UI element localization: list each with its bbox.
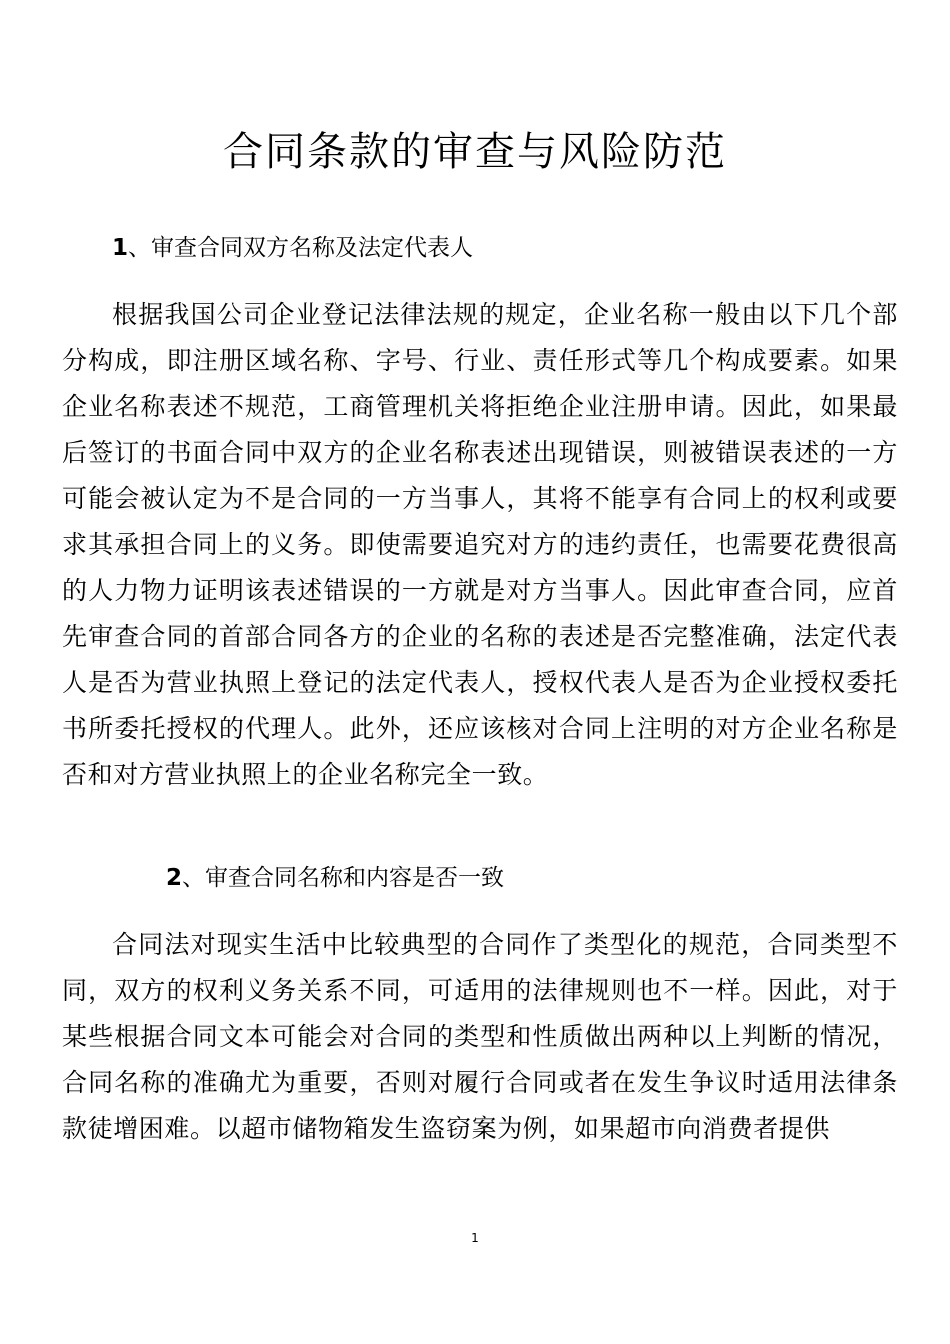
section-heading-1 — [112, 231, 473, 265]
section-heading-2 — [166, 861, 504, 895]
section-number-2: 2 — [166, 865, 183, 891]
section-heading-text-1: 、审查合同双方名称及法定代表人 — [128, 235, 474, 261]
section-paragraph-2: 合同法对现实生活中比较典型的合同作了类型化的规范，合同类型不同，双方的权利义务关系不同，可适用的法律规则也不一样。因此，对于某些根据合同文本可能会对合同的类型和性质做出两种以上判断的情况，合同名称的准确尤为重要，否则对履行合同或者在发生争议时适用法律条款徒增困难。以超市储物箱发生盗窃案为例，如果超市向消费者提供 — [62, 930, 898, 1143]
section-number-1: 1 — [112, 235, 129, 261]
page-number: 1 — [471, 1231, 479, 1245]
document-title: 合同条款的审查与风险防范 — [223, 129, 727, 175]
section-heading-text-2: 、审查合同名称和内容是否一致 — [182, 865, 505, 891]
section-paragraph-1: 根据我国公司企业登记法律法规的规定，企业名称一般由以下几个部分构成，即注册区域名称、字号、行业、责任形式等几个构成要素。如果企业名称表述不规范，工商管理机关将拒绝企业注册申请。因此，如果最后签订的书面合同中双方的企业名称表述出现错误，则被错误表述的一方可能会被认定为不是合同的一方当事人，其将不能享有合同上的权利或要求其承担合同上的义务。即使需要追究对方的违约责任，也需要花费很高的人力物力证明该表述错误的一方就是对方当事人。因此审查合同，应首先审查合同的首部合同各方的企业的名称的表述是否完整准确，法定代表人是否为营业执照上登记的法定代表人，授权代表人是否为企业授权委托书所委托授权的代理人。此外，还应该核对合同上注明的对方企业名称是否和对方营业执照上的企业名称完全一致。 — [62, 300, 898, 789]
